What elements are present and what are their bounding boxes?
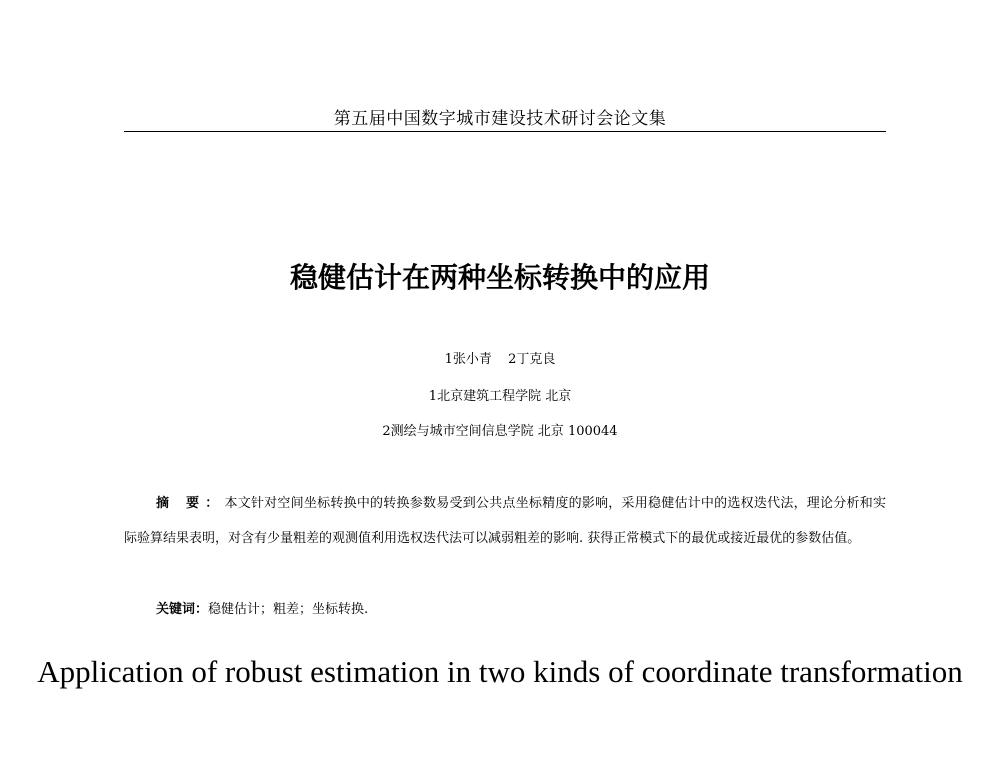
running-header: 第五届中国数字城市建设技术研讨会论文集: [333, 109, 667, 129]
keywords-label: 关键词：: [156, 602, 209, 617]
author-2: 2丁克良: [508, 352, 556, 367]
keywords: [156, 598, 856, 617]
affiliation-2: 2测绘与城市空间信息学院 北京 100044: [382, 424, 618, 439]
author-list: [0, 348, 1000, 367]
keywords-text: 稳健估计；粗差；坐标转换.: [208, 602, 369, 617]
author-1: 1张小青: [444, 352, 492, 367]
affiliation-1: 1北京建筑工程学院 北京: [428, 389, 572, 404]
paper-title-en: Application of robust estimation in two kinds of coordinate transformation: [37, 654, 963, 689]
abstract-label: 摘 要：: [156, 496, 225, 511]
paper-title-zh: 稳健估计在两种坐标转换中的应用: [289, 261, 710, 294]
abstract-text: 本文针对空间坐标转换中的转换参数易受到公共点坐标精度的影响，采用稳健估计中的选权迭代法，理论分析和实际验算结果表明，对含有少量粗差的观测值利用选权迭代法可以减弱粗差的影响. 获得正常模式下的最优或接近最优的参数估值。: [124, 496, 886, 546]
abstract: [124, 486, 886, 556]
header-rule: [124, 131, 886, 132]
